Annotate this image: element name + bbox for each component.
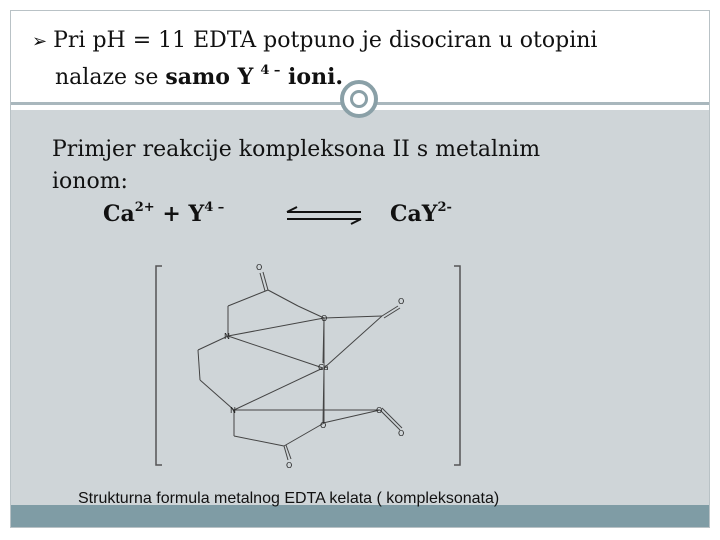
- product-charge: 2-: [437, 200, 452, 215]
- bullet-text-1: Pri pH = 11 EDTA potpuno je disociran u otopini: [53, 28, 598, 53]
- footer-bar: [11, 505, 709, 527]
- atom-o-label: O: [320, 421, 327, 430]
- atom-o-label: O: [398, 297, 405, 306]
- y-charge: 4 –: [204, 200, 225, 215]
- calcium-symbol: Ca: [103, 201, 135, 227]
- example-line-2: ionom:: [52, 169, 128, 194]
- atom-o-label: O: [321, 314, 328, 323]
- equilibrium-arrow-icon: [285, 206, 365, 226]
- atom-o-label: O: [256, 263, 263, 272]
- atom-o-label: O: [286, 461, 293, 470]
- ring-ornament-icon: [340, 80, 378, 118]
- bullet-line-1: [32, 26, 597, 57]
- calcium-charge: 2+: [134, 200, 155, 215]
- bullet-line-2: [55, 56, 343, 93]
- bullet-charge: 4 –: [260, 63, 281, 78]
- example-line-1: Primjer reakcije kompleksona II s metalnim: [52, 137, 541, 162]
- arrow-bullet-icon: ➢: [32, 31, 48, 52]
- equation-product: [390, 200, 452, 227]
- bullet-bold-text: samo Y: [165, 64, 254, 90]
- equation-reactants: [103, 200, 224, 227]
- atom-n-label: N: [224, 332, 230, 341]
- atom-n-label: N: [230, 406, 236, 415]
- atom-o-label: O: [376, 406, 383, 415]
- edta-structure-diagram: [148, 258, 468, 473]
- bullet-end-text: ioni.: [280, 64, 344, 90]
- example-paragraph: [52, 134, 540, 198]
- atom-ca-label: Ca: [318, 363, 329, 372]
- plus-y-symbol: + Y: [162, 201, 205, 227]
- bullet-text-2: nalaze se: [55, 65, 166, 90]
- structure-caption: Strukturna formula metalnog EDTA kelata ( kompleksonata): [78, 490, 500, 507]
- product-symbol: CaY: [390, 201, 438, 227]
- atom-o-label: O: [398, 429, 405, 438]
